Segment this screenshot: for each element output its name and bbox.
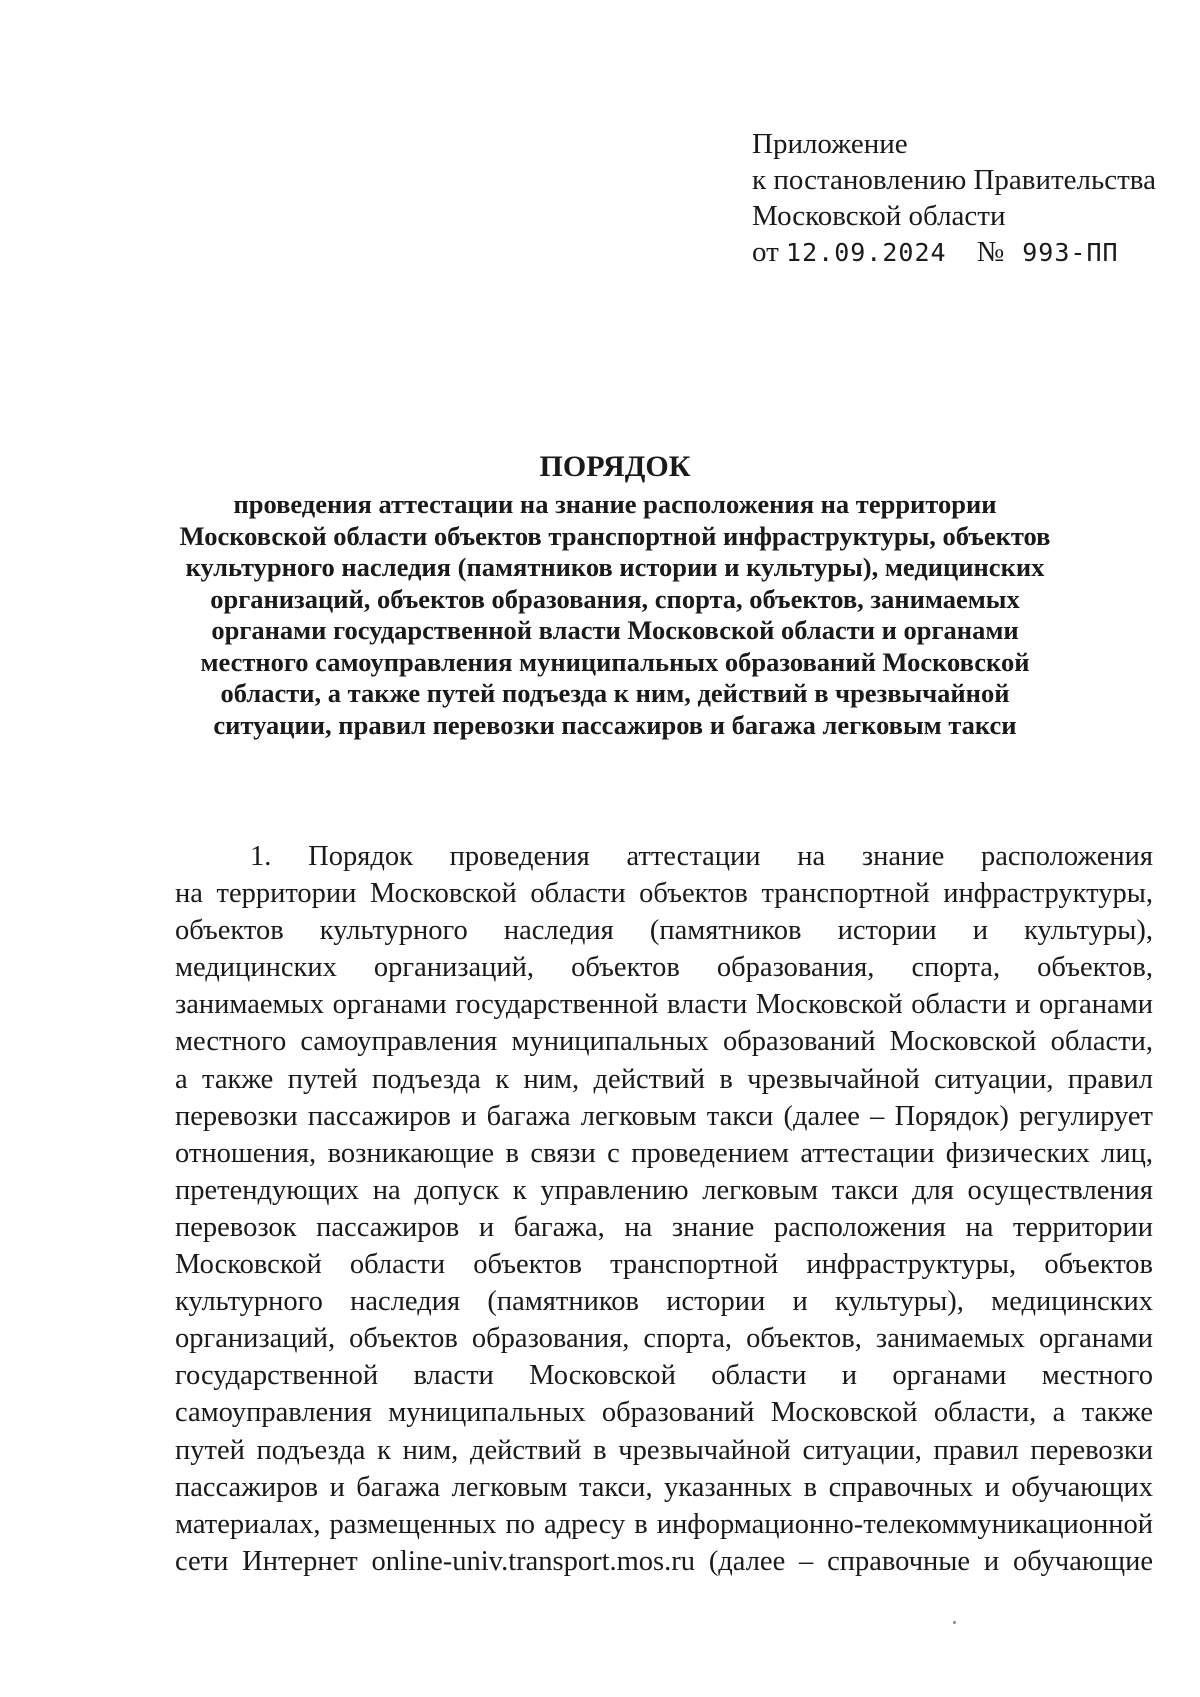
body-line: культурного наследия (памятников истории и культуры), медицинских (175, 1286, 1153, 1318)
title-line: органами государственной власти Московской области и органами (211, 615, 1019, 645)
title-line: области, а также путей подъезда к ним, действий в чрезвычайной (220, 678, 1010, 708)
body-line: а также путей подъезда к ним, действий в чрезвычайной ситуации, правил (175, 1063, 1153, 1095)
body-line: перевозок пассажиров и багажа, на знание расположения на территории (175, 1211, 1153, 1243)
title-heading: ПОРЯДОК (539, 450, 691, 483)
body-line: местного самоуправления муниципальных образований Московской области, (175, 1026, 1153, 1058)
title-line: Московской области объектов транспортной инфраструктуры, объектов (179, 520, 1051, 551)
body-line: материалах, размещенных по адресу в информационно-телекоммуникационной (175, 1508, 1153, 1540)
document-title (170, 448, 1060, 741)
scan-speck (953, 1621, 956, 1624)
appendix-date-number (752, 234, 1156, 271)
body-line: пассажиров и багажа легковым такси, указанных в справочных и обучающих (175, 1471, 1153, 1503)
appendix-region: Московской области (752, 200, 1006, 232)
appendix-header (752, 126, 1156, 271)
resolution-number: 993-ПП (1022, 238, 1119, 267)
date-prefix: от (752, 236, 779, 268)
appendix-title: Приложение (752, 128, 908, 160)
body-line: объектов культурного наследия (памятников истории и культуры), (175, 915, 1153, 947)
body-line: путей подъезда к ним, действий в чрезвычайной ситуации, правил перевозки (175, 1434, 1153, 1466)
resolution-date: 12.09.2024 (786, 238, 947, 267)
body-line: самоуправления муниципальных образований Московской области, а также (175, 1397, 1153, 1429)
body-line: медицинских организаций, объектов образования, спорта, объектов, (175, 952, 1153, 984)
body-line: Московской области объектов транспортной инфраструктуры, объектов (175, 1249, 1153, 1281)
title-subtitle (170, 489, 1060, 741)
title-line: культурного наследия (памятников истории и культуры), медицинских (185, 552, 1045, 582)
body-line: организаций, объектов образования, спорта, объектов, занимаемых органами (175, 1323, 1153, 1355)
title-line: местного самоуправления муниципальных образований Московской (200, 646, 1030, 677)
body-line: государственной власти Московской области и органами местного (175, 1360, 1153, 1392)
body-line: занимаемых органами государственной власти Московской области и органами (175, 989, 1153, 1021)
title-line: организаций, объектов образования, спорта, объектов, занимаемых (210, 583, 1020, 614)
paragraph-1 (175, 838, 1153, 1580)
appendix-resolution-ref: к постановлению Правительства (752, 164, 1156, 196)
body-line: отношения, возникающие в связи с проведением аттестации физических лиц, (175, 1137, 1153, 1169)
body-line: 1. Порядок проведения аттестации на знание расположения (250, 841, 1153, 872)
body-line: на территории Московской области объектов транспортной инфраструктуры, (175, 878, 1153, 910)
title-line: ситуации, правил перевозки пассажиров и багажа легковым такси (213, 709, 1017, 740)
body-line: сети Интернет online-univ.transport.mos.ru (далее – справочные и обучающие (175, 1545, 1153, 1577)
number-sign: № (976, 236, 1005, 268)
title-line: проведения аттестации на знание расположения на территории (233, 489, 997, 519)
body-line: претендующих на допуск к управлению легковым такси для осуществления (175, 1174, 1153, 1206)
body-line: перевозки пассажиров и багажа легковым такси (далее – Порядок) регулирует (175, 1100, 1153, 1132)
